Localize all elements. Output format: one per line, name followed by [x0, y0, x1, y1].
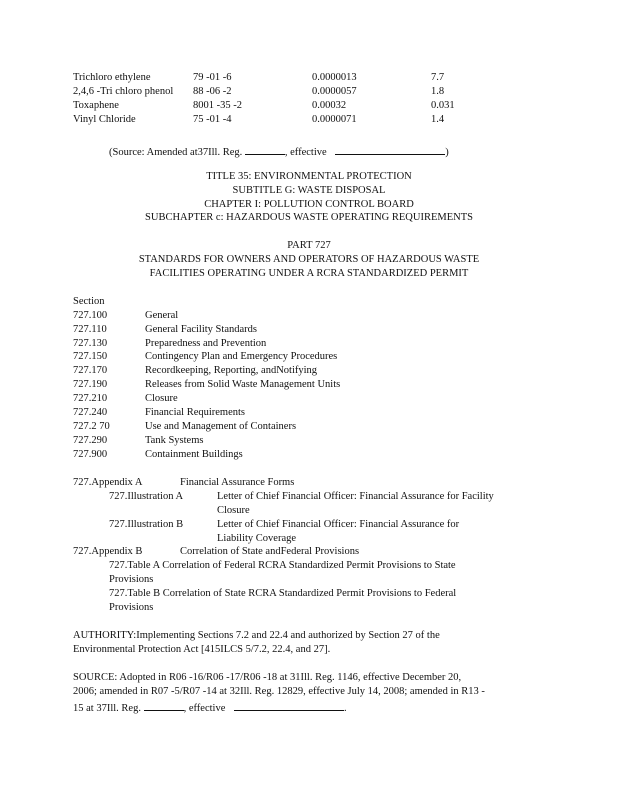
title-heading: TITLE 35: ENVIRONMENTAL PROTECTION	[206, 171, 412, 182]
subchapter-heading: SUBCHAPTER c: HAZARDOUS WASTE OPERATING REQUIREMENTS	[145, 212, 473, 223]
illustration-a-title-line-1: Letter of Chief Financial Officer: Financial Assurance for Facility	[217, 491, 494, 502]
register-page-blank	[245, 143, 285, 155]
effective-date-blank	[234, 699, 344, 711]
appendix-a-label: 727.Appendix A	[73, 477, 143, 488]
section-number: 727.130	[73, 338, 108, 349]
table-b-line-1: 727.Table B Correlation of State RCRA Standardized Permit Provisions to Federal	[109, 588, 457, 599]
source-note-middle: , effective	[284, 147, 327, 158]
appendix-a-title: Financial Assurance Forms	[180, 477, 295, 488]
section-entry	[73, 378, 473, 392]
section-entry	[73, 448, 473, 462]
chemical-name: Toxaphene	[73, 100, 119, 111]
section-entry	[73, 420, 473, 434]
illustration-a-label: 727.Illustration A	[109, 491, 184, 502]
authority-line-1: AUTHORITY:Implementing Sections 7.2 and 22.4 and authorized by Section 27 of the	[73, 630, 440, 641]
authority-line-2: Environmental Protection Act [415ILCS 5/7.2, 22.4, and 27].	[73, 644, 331, 655]
source-note-suffix: )	[445, 147, 449, 158]
section-number: 727.190	[73, 379, 108, 390]
source-note-prefix: (Source: Amended at37Ill. Reg.	[109, 147, 243, 158]
section-label: Section	[73, 296, 105, 307]
chemical-cas-number: 75 -01 -4	[193, 114, 232, 125]
chemical-cas-number: 8001 -35 -2	[193, 100, 242, 111]
section-title: Releases from Solid Waste Management Units	[145, 379, 341, 390]
section-number: 727.2 70	[73, 421, 110, 432]
chemical-value-2: 0.031	[431, 100, 455, 111]
chemical-value-2: 1.4	[431, 114, 445, 125]
section-number: 727.110	[73, 324, 107, 335]
effective-date-blank	[335, 143, 445, 155]
chemical-value-1: 0.00032	[312, 100, 347, 111]
chemical-name: 2,4,6 -Tri chloro phenol	[73, 86, 174, 97]
source-line-3-suffix: .	[343, 703, 347, 714]
chemical-value-1: 0.0000071	[312, 114, 357, 125]
part-heading: PART 727	[287, 240, 331, 251]
source-line-3-prefix: 15 at 37Ill. Reg.	[73, 703, 141, 714]
part-title-line-2: FACILITIES OPERATING UNDER A RCRA STANDARDIZED PERMIT	[149, 268, 469, 279]
appendix-b-title: Correlation of State andFederal Provisions	[180, 546, 360, 557]
chapter-heading: CHAPTER I: POLLUTION CONTROL BOARD	[204, 199, 414, 210]
section-number: 727.150	[73, 351, 108, 362]
chemical-row	[73, 99, 533, 113]
section-entry	[73, 406, 473, 420]
chemical-value-1: 0.0000013	[312, 72, 357, 83]
section-entry	[73, 323, 473, 337]
section-number: 727.290	[73, 435, 108, 446]
section-title: Recordkeeping, Reporting, andNotifying	[145, 365, 318, 376]
illustration-a-title-line-2: Closure	[217, 505, 250, 516]
section-title: Contingency Plan and Emergency Procedures	[145, 351, 338, 362]
chemical-name: Vinyl Chloride	[73, 114, 136, 125]
section-number: 727.900	[73, 449, 108, 460]
chemical-cas-number: 88 -06 -2	[193, 86, 232, 97]
illustration-b-label: 727.Illustration B	[109, 519, 184, 530]
section-number: 727.210	[73, 393, 108, 404]
illustration-b-title-line-2: Liability Coverage	[217, 533, 297, 544]
section-entry	[73, 364, 473, 378]
section-entry	[73, 392, 473, 406]
section-entry	[73, 337, 473, 351]
section-title: Containment Buildings	[145, 449, 243, 460]
section-title: Closure	[145, 393, 178, 404]
illustration-b-title-line-1: Letter of Chief Financial Officer: Financial Assurance for	[217, 519, 460, 530]
section-entry	[73, 350, 473, 364]
section-number: 727.100	[73, 310, 108, 321]
chemical-cas-number: 79 -01 -6	[193, 72, 232, 83]
section-title: General	[145, 310, 179, 321]
section-title: Use and Management of Containers	[145, 421, 297, 432]
section-title: Financial Requirements	[145, 407, 246, 418]
chemical-value-2: 1.8	[431, 86, 445, 97]
chemical-row	[73, 85, 533, 99]
table-a-line-1: 727.Table A Correlation of Federal RCRA Standardized Permit Provisions to State	[109, 560, 456, 571]
section-title: Tank Systems	[145, 435, 204, 446]
table-b-line-2: Provisions	[109, 602, 154, 613]
chemical-name: Trichloro ethylene	[73, 72, 151, 83]
section-number: 727.240	[73, 407, 108, 418]
chemical-row	[73, 71, 533, 85]
source-line-3	[73, 699, 347, 716]
section-title: Preparedness and Prevention	[145, 338, 267, 349]
part-title-line-1: STANDARDS FOR OWNERS AND OPERATORS OF HAZARDOUS WASTE	[138, 254, 480, 265]
chemical-value-1: 0.0000057	[312, 86, 357, 97]
subtitle-heading: SUBTITLE G: WASTE DISPOSAL	[232, 185, 386, 196]
source-line-1: SOURCE: Adopted in R06 -16/R06 -17/R06 -18 at 31Ill. Reg. 1146, effective December 20,	[73, 672, 462, 683]
register-page-blank	[144, 699, 184, 711]
section-entry	[73, 434, 473, 448]
appendix-b-label: 727.Appendix B	[73, 546, 143, 557]
source-note	[109, 143, 449, 160]
section-number: 727.170	[73, 365, 108, 376]
section-title: General Facility Standards	[145, 324, 257, 335]
chemical-row	[73, 113, 533, 127]
section-entry	[73, 309, 473, 323]
source-line-3-middle: , effective	[183, 703, 226, 714]
source-line-2: 2006; amended in R07 -5/R07 -14 at 32Ill. Reg. 12829, effective July 14, 2008; amended in R13 -	[73, 686, 485, 697]
table-a-line-2: Provisions	[109, 574, 154, 585]
chemical-value-2: 7.7	[431, 72, 445, 83]
